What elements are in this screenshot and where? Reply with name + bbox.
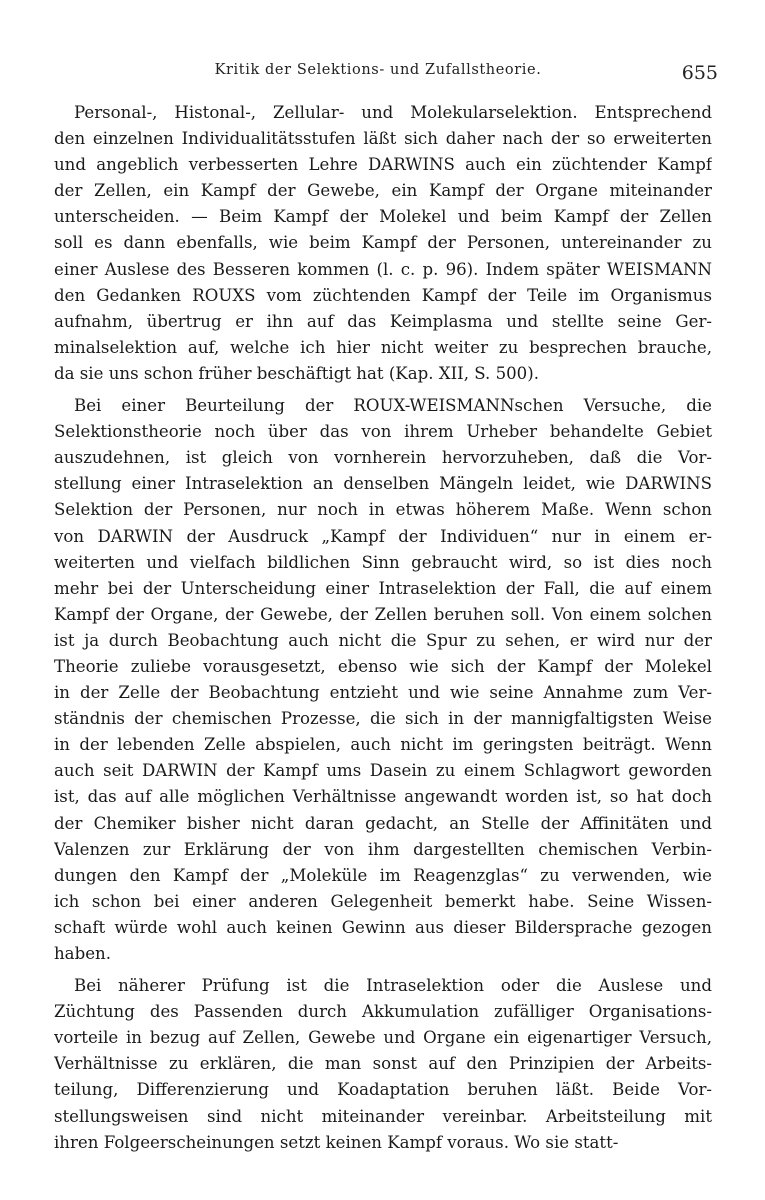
text-line: der Zellen, ein Kampf der Gewebe, ein Kampf der Organe miteinander (54, 181, 712, 201)
text-line: ständnis der chemischen Prozesse, die sich in der mannigfaltigsten Weise (54, 709, 712, 729)
paragraph (54, 973, 712, 1156)
text-line: ihren Folgeerscheinungen setzt keinen Kampf voraus. Wo sie statt- (54, 1132, 619, 1152)
text-line: teilung, Differenzierung und Koadaptation beruhen läßt. Beide Vor- (54, 1080, 712, 1100)
text-line: Valenzen zur Erklärung der von ihm dargestellten chemischen Verbin- (54, 839, 712, 859)
text-line: von DARWIN der Ausdruck „Kampf der Individuen“ nur in einem er- (54, 526, 712, 546)
text-line: schaft würde wohl auch keinen Gewinn aus dieser Bildersprache gezogen (54, 917, 712, 937)
text-line: Verhältnisse zu erklären, die man sonst auf den Prinzipien der Arbeits- (54, 1054, 712, 1074)
text-line: Selektion der Personen, nur noch in etwas höherem Maße. Wenn schon (54, 500, 712, 520)
text-line: Personal-, Histonal-, Zellular- und Molekularselektion. Entsprechend (74, 103, 712, 122)
text-line: den einzelnen Individualitätsstufen läßt sich daher nach der so erweiterten (54, 129, 712, 149)
text-line: minalselektion auf, welche ich hier nicht weiter zu besprechen brauche, (54, 337, 712, 357)
text-line: Selektionstheorie noch über das von ihrem Urheber behandelte Gebiet (54, 422, 712, 442)
text-line: auch seit DARWIN der Kampf ums Dasein zu einem Schlagwort geworden (54, 761, 712, 781)
text-line: einer Auslese des Besseren kommen (l. c. p. 96). Indem später WEISMANN (54, 259, 712, 279)
text-line: Theorie zuliebe vorausgesetzt, ebenso wie sich der Kampf der Molekel (54, 656, 712, 676)
paragraph (54, 100, 712, 387)
text-line: haben. (54, 944, 111, 963)
text-line: ist, das auf alle möglichen Verhältnisse angewandt worden ist, so hat doch (54, 787, 712, 807)
text-line: in der Zelle der Beobachtung entzieht und wie seine Annahme zum Ver- (54, 683, 712, 703)
paragraph (54, 393, 712, 967)
page-header (38, 62, 718, 88)
text-line: vorteile in bezug auf Zellen, Gewebe und Organe ein eigenartiger Versuch, (54, 1028, 712, 1048)
text-line: und angeblich verbesserten Lehre DARWINS auch ein züchtender Kampf (54, 155, 712, 175)
body-text (54, 100, 712, 1162)
text-line: soll es dann ebenfalls, wie beim Kampf der Personen, untereinander zu (54, 233, 712, 253)
text-line: weiterten und vielfach bildlichen Sinn gebraucht wird, so ist dies noch (54, 552, 712, 572)
text-line: ist ja durch Beobachtung auch nicht die Spur zu sehen, er wird nur der (54, 630, 712, 650)
text-line: den Gedanken ROUXS vom züchtenden Kampf der Teile im Organismus (54, 285, 712, 305)
text-line: da sie uns schon früher beschäftigt hat (Kap. XII, S. 500). (54, 363, 539, 383)
text-line: Bei einer Beurteilung der ROUX-WEISMANNschen Versuche, die (74, 396, 712, 416)
text-line: in der lebenden Zelle abspielen, auch nicht im geringsten beiträgt. Wenn (54, 735, 712, 755)
page-number: 655 (681, 62, 718, 84)
text-line: der Chemiker bisher nicht daran gedacht, an Stelle der Affinitäten und (54, 813, 712, 833)
text-line: Kampf der Organe, der Gewebe, der Zellen beruhen soll. Von einem solchen (54, 604, 712, 624)
running-title: Kritik der Selektions- und Zufallstheorie. (214, 62, 542, 78)
text-line: Züchtung des Passenden durch Akkumulation zufälliger Organisations- (54, 1002, 712, 1022)
text-line: mehr bei der Unterscheidung einer Intraselektion der Fall, die auf einem (54, 578, 712, 598)
text-line: ich schon bei einer anderen Gelegenheit bemerkt habe. Seine Wissen- (54, 891, 712, 911)
text-line: aufnahm, übertrug er ihn auf das Keimplasma und stellte seine Ger- (54, 311, 712, 331)
text-line: auszudehnen, ist gleich von vornherein hervorzuheben, daß die Vor- (54, 448, 712, 468)
text-line: stellung einer Intraselektion an denselben Mängeln leidet, wie DARWINS (54, 474, 712, 494)
text-line: Bei näherer Prüfung ist die Intraselektion oder die Auslese und (74, 976, 712, 996)
text-line: stellungsweisen sind nicht miteinander vereinbar. Arbeitsteilung mit (54, 1106, 712, 1126)
text-line: unterscheiden. — Beim Kampf der Molekel und beim Kampf der Zellen (54, 207, 712, 227)
text-line: dungen den Kampf der „Moleküle im Reagenzglas“ zu verwenden, wie (54, 865, 712, 885)
